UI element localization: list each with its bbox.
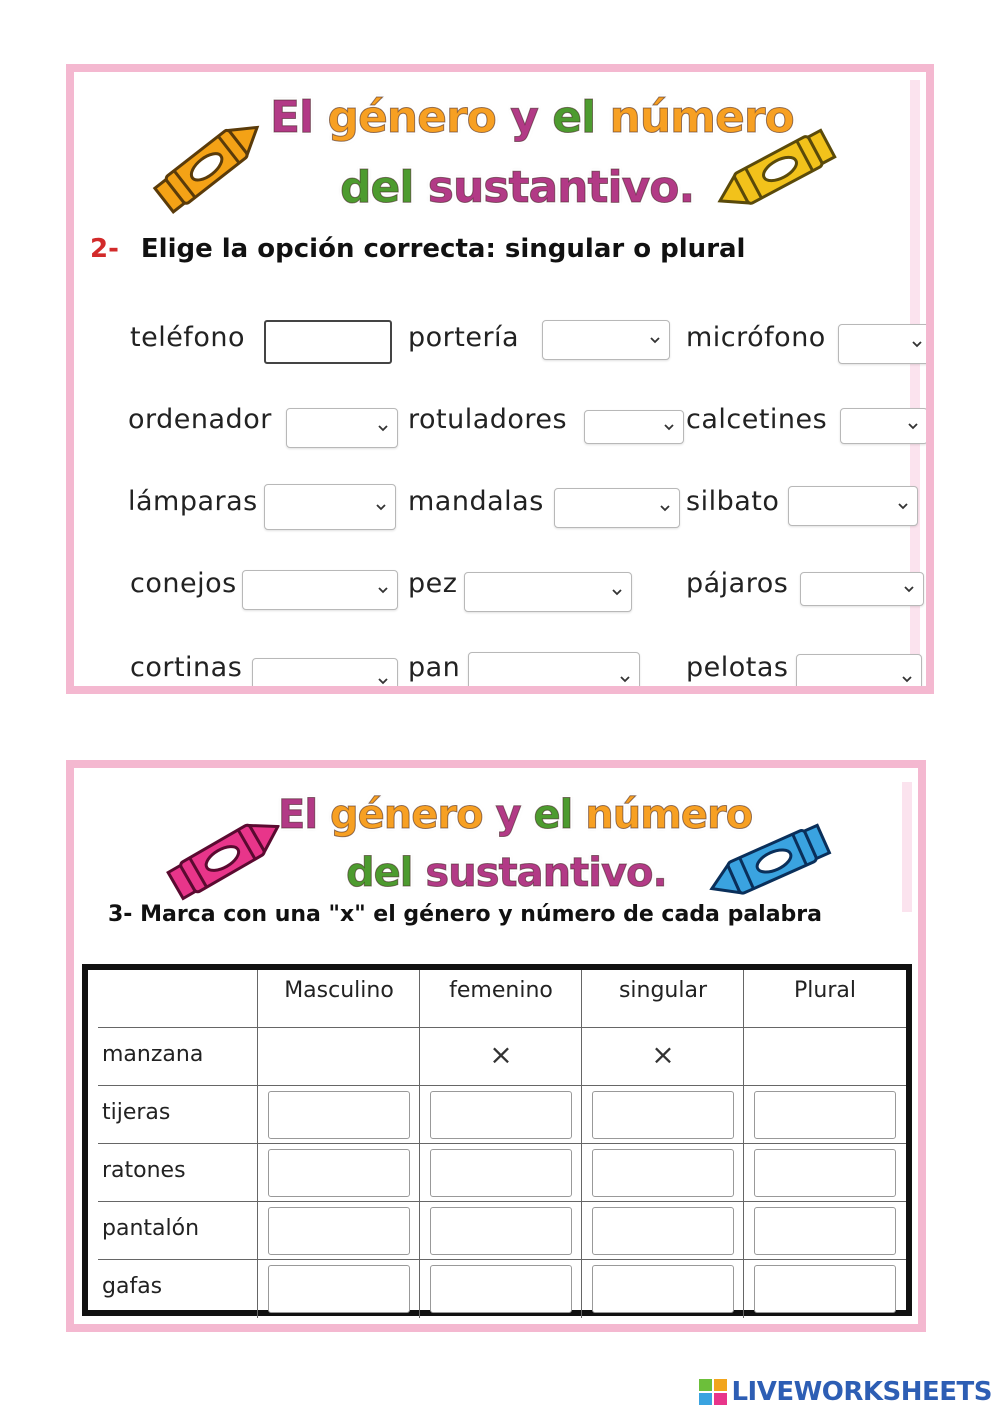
answer-dropdown[interactable] <box>242 570 398 610</box>
chevron-down-icon <box>659 502 671 514</box>
answer-checkbox-cell[interactable] <box>268 1265 410 1313</box>
column-header: Plural <box>794 978 856 1003</box>
row-header: ratones <box>102 1158 186 1183</box>
question-instruction: Elige la opción correcta: singular o plural <box>140 234 746 264</box>
table-cell <box>744 1028 906 1086</box>
chevron-down-icon <box>619 673 631 685</box>
answer-checkbox-cell[interactable] <box>268 1091 410 1139</box>
x-mark: × <box>489 1038 513 1071</box>
answer-checkbox-cell[interactable] <box>592 1091 734 1139</box>
worksheet-title-line-1 <box>278 792 752 838</box>
answer-checkbox-cell[interactable] <box>754 1207 896 1255</box>
answer-checkbox-cell[interactable] <box>430 1265 572 1313</box>
lws-badge-icon <box>699 1379 727 1405</box>
answer-dropdown[interactable] <box>796 654 922 694</box>
card-side-strip <box>902 782 912 912</box>
chevron-down-icon <box>901 673 913 685</box>
table-cell <box>258 1028 420 1086</box>
chevron-down-icon <box>649 334 661 346</box>
table-cell <box>98 970 258 1028</box>
word-label: pan <box>408 652 461 683</box>
word-label: mandalas <box>408 486 544 517</box>
answer-dropdown[interactable] <box>286 408 398 448</box>
column-header: femenino <box>449 978 553 1003</box>
answer-dropdown[interactable] <box>840 408 928 444</box>
answer-dropdown[interactable] <box>264 484 396 530</box>
column-header: Masculino <box>284 978 394 1003</box>
worksheet-title-line-2 <box>346 850 667 896</box>
worksheet-card-question-2 <box>66 64 934 694</box>
chevron-down-icon <box>377 422 389 434</box>
answer-dropdown[interactable] <box>788 486 918 526</box>
question-3-instruction: 3- Marca con una "x" el género y número de cada palabra <box>108 902 822 927</box>
title-word: y <box>510 92 538 143</box>
title-word: número <box>585 792 753 838</box>
answer-dropdown[interactable] <box>542 320 670 360</box>
title-word: el <box>533 792 573 838</box>
worksheet-card-question-3 <box>66 760 926 1332</box>
word-label: micrófono <box>686 322 826 353</box>
word-label: silbato <box>686 486 780 517</box>
answer-dropdown[interactable] <box>468 652 640 692</box>
chevron-down-icon <box>377 675 389 687</box>
brand-name: LIVEWORKSHEETS <box>731 1377 992 1407</box>
worksheet-title-line-2 <box>340 162 694 213</box>
question-2-heading <box>90 234 745 264</box>
x-mark: × <box>651 1038 675 1071</box>
chevron-down-icon <box>377 584 389 596</box>
word-label: cortinas <box>130 652 243 683</box>
title-word: el <box>552 92 596 143</box>
answer-dropdown[interactable] <box>584 410 684 444</box>
title-word: sustantivo. <box>427 162 695 213</box>
row-header: tijeras <box>102 1100 171 1125</box>
answer-dropdown[interactable] <box>800 572 924 606</box>
title-word: número <box>609 92 794 143</box>
answer-checkbox-cell[interactable] <box>430 1149 572 1197</box>
answer-checkbox-cell[interactable] <box>268 1149 410 1197</box>
word-label: teléfono <box>130 322 245 353</box>
title-word: y <box>495 792 521 838</box>
title-word: género <box>329 792 483 838</box>
word-label: conejos <box>130 568 237 599</box>
answer-checkbox-cell[interactable] <box>592 1149 734 1197</box>
title-word: sustantivo. <box>425 850 667 896</box>
word-label: pájaros <box>686 568 789 599</box>
word-label: lámparas <box>128 486 258 517</box>
word-label: ordenador <box>128 404 272 435</box>
answer-checkbox-cell[interactable] <box>268 1207 410 1255</box>
chevron-down-icon <box>897 500 909 512</box>
word-label: rotuladores <box>408 404 568 435</box>
chevron-down-icon <box>907 420 919 432</box>
chevron-down-icon <box>911 338 923 350</box>
row-header: manzana <box>102 1042 204 1067</box>
row-header: gafas <box>102 1274 163 1299</box>
title-word: El <box>270 92 314 143</box>
chevron-down-icon <box>375 501 387 513</box>
word-label: pelotas <box>686 652 789 683</box>
chevron-down-icon <box>611 586 623 598</box>
answer-dropdown[interactable] <box>252 658 398 694</box>
chevron-down-icon <box>903 583 915 595</box>
column-header: singular <box>618 978 708 1003</box>
title-word: del <box>346 850 413 896</box>
word-label: calcetines <box>686 404 828 435</box>
answer-checkbox-cell[interactable] <box>430 1091 572 1139</box>
answer-checkbox-cell[interactable] <box>754 1265 896 1313</box>
answer-dropdown[interactable] <box>464 572 632 612</box>
row-header: pantalón <box>102 1216 200 1241</box>
answer-checkbox-cell[interactable] <box>430 1207 572 1255</box>
gender-number-table <box>82 964 912 1316</box>
answer-checkbox-cell[interactable] <box>592 1207 734 1255</box>
title-word: género <box>327 92 496 143</box>
title-word: El <box>278 792 318 838</box>
worksheet-title-line-1 <box>270 92 794 143</box>
answer-dropdown[interactable] <box>554 488 680 528</box>
answer-text-box[interactable] <box>264 320 392 364</box>
title-word: del <box>340 162 414 213</box>
word-label: pez <box>408 568 458 599</box>
answer-checkbox-cell[interactable] <box>754 1149 896 1197</box>
answer-checkbox-cell[interactable] <box>754 1091 896 1139</box>
chevron-down-icon <box>663 421 675 433</box>
pink-crayon-icon <box>160 802 290 912</box>
question-number: 2- <box>90 234 119 264</box>
liveworksheets-logo <box>699 1377 992 1407</box>
word-label: portería <box>408 322 520 353</box>
answer-dropdown[interactable] <box>838 324 932 364</box>
orange-crayon-icon <box>144 110 274 220</box>
answer-checkbox-cell[interactable] <box>592 1265 734 1313</box>
